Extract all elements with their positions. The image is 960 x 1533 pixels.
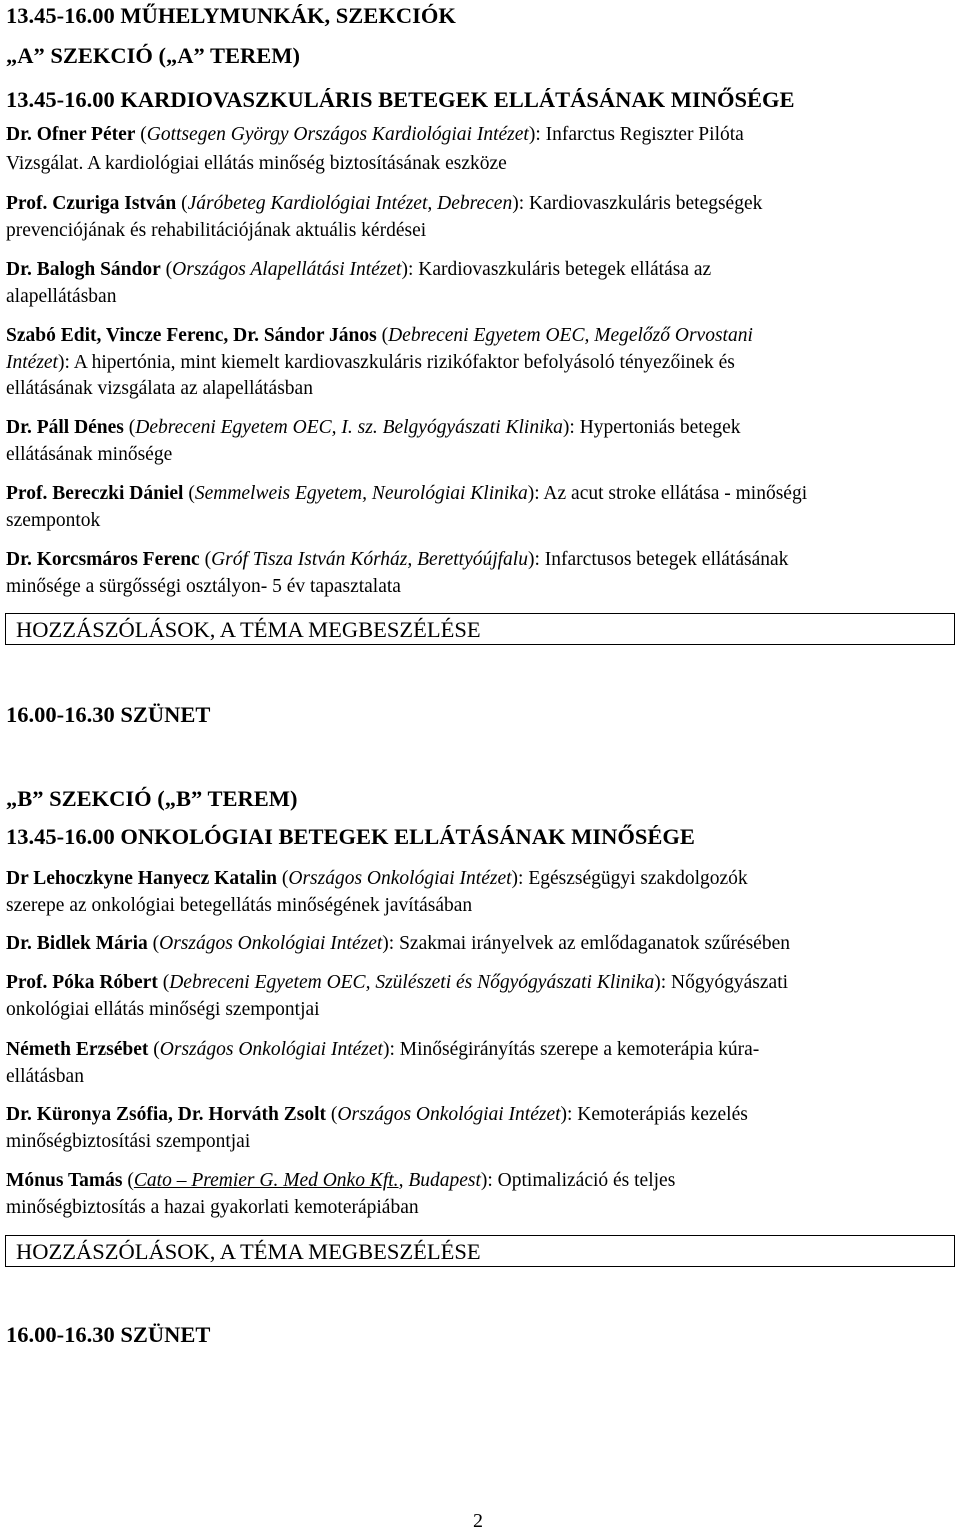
paren: ): [382, 1039, 390, 1060]
talk-a7-line1: [6, 547, 788, 573]
talk-institution: Járóbeteg Kardiológiai Intézet, Debrecen: [187, 193, 513, 214]
talk-a4-line1: [6, 323, 753, 349]
talk-a4-line3: ellátásának vizsgálata az alapellátásban: [6, 378, 313, 399]
talk-speaker: Szabó Edit, Vincze Ferenc, Dr. Sándor János: [6, 325, 377, 346]
talk-title: : Optimalizáció és teljes: [487, 1170, 676, 1191]
paren: (: [376, 325, 389, 346]
discussion-box-b: [5, 1235, 955, 1267]
talk-b6-line1: [6, 1168, 675, 1194]
talk-title: : Nőgyógyászati: [660, 972, 789, 993]
talk-title: : Kemoterápiás kezelés: [567, 1104, 748, 1125]
talk-a6-line1: [6, 481, 807, 507]
talk-speaker: Dr. Bidlek Mária: [6, 933, 148, 954]
talk-a3-line1: [6, 257, 711, 283]
talk-speaker: Prof. Czuriga István: [6, 193, 177, 214]
paren: ): [401, 259, 408, 280]
paren: ): [511, 868, 519, 889]
talk-title: : Infarctusos betegek ellátásának: [534, 549, 789, 570]
talk-title: : A hipertónia, mint kiemelt kardiovaszkuláris rizikófaktor befolyásoló tényezőinek és: [64, 352, 735, 373]
program-heading: 13.45-16.00 MŰHELYMUNKÁK, SZEKCIÓK: [6, 3, 456, 28]
paren: ): [382, 933, 389, 954]
talk-institution: Országos Onkológiai Intézet: [337, 1104, 561, 1125]
talk-a6-line2: szempontok: [6, 510, 101, 531]
paren: (: [135, 124, 147, 145]
talk-b3-line2: onkológiai ellátás minőségi szempontjai: [6, 999, 320, 1020]
talk-title: : Az acut stroke ellátása - minőségi: [534, 483, 808, 504]
talk-institution-city: , Budapest: [398, 1170, 481, 1191]
talk-a3-line2: alapellátásban: [6, 286, 117, 307]
paren: (: [160, 259, 173, 280]
talk-speaker: Dr. Balogh Sándor: [6, 259, 161, 280]
section-a-title: 13.45-16.00 KARDIOVASZKULÁRIS BETEGEK ELLÁTÁSÁNAK MINŐSÉGE: [6, 87, 795, 112]
talk-speaker: Dr. Páll Dénes: [6, 417, 124, 438]
talk-institution: Debreceni Egyetem OEC, Megelőző Orvostani: [388, 325, 753, 346]
paren: (: [157, 972, 170, 993]
talk-title: : Egészségügyi szakdolgozók: [518, 868, 748, 889]
paren: ): [480, 1170, 488, 1191]
talk-speaker: Dr. Ofner Péter: [6, 124, 136, 145]
talk-title: : Infarctus Regiszter Pilóta: [535, 124, 744, 145]
talk-title: : Kardiovaszkuláris betegek ellátása az: [407, 259, 712, 280]
section-b-title: 13.45-16.00 ONKOLÓGIAI BETEGEK ELLÁTÁSÁNAK MINŐSÉGE: [6, 824, 695, 849]
talk-b4-line1: [6, 1037, 759, 1063]
paren: (: [183, 483, 195, 504]
talk-a1-line2: Vizsgálat. A kardiológiai ellátás minőség biztosításának eszköze: [6, 153, 507, 174]
paren: ): [528, 124, 536, 145]
talk-a2-line1: [6, 191, 762, 217]
talk-title: : Hypertoniás betegek: [569, 417, 741, 438]
talk-b1-line1: [6, 866, 748, 892]
talk-institution: Semmelweis Egyetem, Neurológiai Klinika: [194, 483, 528, 504]
talk-institution: Cato – Premier G. Med Onko Kft.: [133, 1170, 399, 1191]
talk-institution-cont: Intézet: [6, 352, 58, 373]
talk-speaker: Prof. Bereczki Dániel: [6, 483, 184, 504]
break-b: 16.00-16.30 SZÜNET: [6, 1322, 211, 1347]
paren: ): [654, 972, 661, 993]
talk-institution: Debreceni Egyetem OEC, Szülészeti és Nőgyógyászati Klinika: [169, 972, 655, 993]
talk-b6-line2: minőségbiztosítás a hazai gyakorlati kemoterápiában: [6, 1197, 419, 1218]
page-number: 2: [473, 1510, 483, 1532]
talk-b5-line2: minőségbiztosítási szempontjai: [6, 1131, 251, 1152]
break-a: 16.00-16.30 SZÜNET: [6, 702, 211, 727]
talk-speaker: Mónus Tamás: [6, 1170, 123, 1191]
discussion-label: HOZZÁSZÓLÁSOK, A TÉMA MEGBESZÉLÉSE: [16, 617, 481, 642]
paren: (: [199, 549, 212, 570]
talk-speaker: Prof. Póka Róbert: [6, 972, 158, 993]
talk-institution: Országos Onkológiai Intézet: [159, 1039, 383, 1060]
talk-institution: Gottsegen György Országos Kardiológiai Intézet: [146, 124, 529, 145]
talk-title: : Minőségirányítás szerepe a kemoterápia kúra-: [389, 1039, 760, 1060]
paren: ): [57, 352, 65, 373]
paren: (: [122, 1170, 134, 1191]
section-b-header: „B” SZEKCIÓ („B” TEREM): [6, 786, 298, 811]
talk-speaker: Németh Erzsébet: [6, 1039, 149, 1060]
discussion-box-a: [5, 613, 955, 645]
talk-institution: Gróf Tisza István Kórház, Berettyóújfalu: [211, 549, 528, 570]
talk-speaker: Dr. Küronya Zsófia, Dr. Horváth Zsolt: [6, 1104, 326, 1125]
paren: (: [277, 868, 289, 889]
paren: (: [148, 1039, 160, 1060]
talk-title: : Szakmai irányelvek az emlődaganatok szűrésében: [388, 933, 790, 954]
talk-a5-line1: [6, 415, 741, 441]
talk-title: : Kardiovaszkuláris betegségek: [518, 193, 763, 214]
paren: (: [176, 193, 188, 214]
talk-a2-line2: prevenciójának és rehabilitációjának aktuális kérdései: [6, 220, 427, 241]
discussion-label: HOZZÁSZÓLÁSOK, A TÉMA MEGBESZÉLÉSE: [16, 1239, 481, 1264]
paren: ): [527, 549, 535, 570]
talk-institution: Országos Onkológiai Intézet: [288, 868, 512, 889]
talk-a4-line2: [6, 350, 735, 376]
talk-institution: Debreceni Egyetem OEC, I. sz. Belgyógyászati Klinika: [135, 417, 563, 438]
talk-a1-line1: [6, 122, 744, 148]
talk-b3-line1: [6, 970, 788, 996]
talk-b4-line2: ellátásban: [6, 1066, 84, 1087]
talk-b5-line1: [6, 1102, 748, 1128]
talk-b1-line2: szerepe az onkológiai betegellátás minőségének javításában: [6, 895, 473, 916]
talk-a7-line2: minősége a sürgősségi osztályon- 5 év tapasztalata: [6, 576, 401, 597]
paren: ): [560, 1104, 568, 1125]
paren: ): [527, 483, 535, 504]
paren: ): [512, 193, 519, 214]
talk-a5-line2: ellátásának minősége: [6, 444, 173, 465]
talk-speaker: Dr. Korcsmáros Ferenc: [6, 549, 200, 570]
talk-b2-line1: [6, 931, 790, 957]
paren: (: [147, 933, 160, 954]
paren: ): [562, 417, 570, 438]
talk-speaker: Dr Lehoczkyne Hanyecz Katalin: [6, 868, 277, 889]
paren: (: [325, 1104, 338, 1125]
talk-institution: Országos Alapellátási Intézet: [172, 259, 402, 280]
section-a-header: „A” SZEKCIÓ („A” TEREM): [6, 43, 300, 68]
paren: (: [123, 417, 136, 438]
talk-institution: Országos Onkológiai Intézet: [159, 933, 383, 954]
